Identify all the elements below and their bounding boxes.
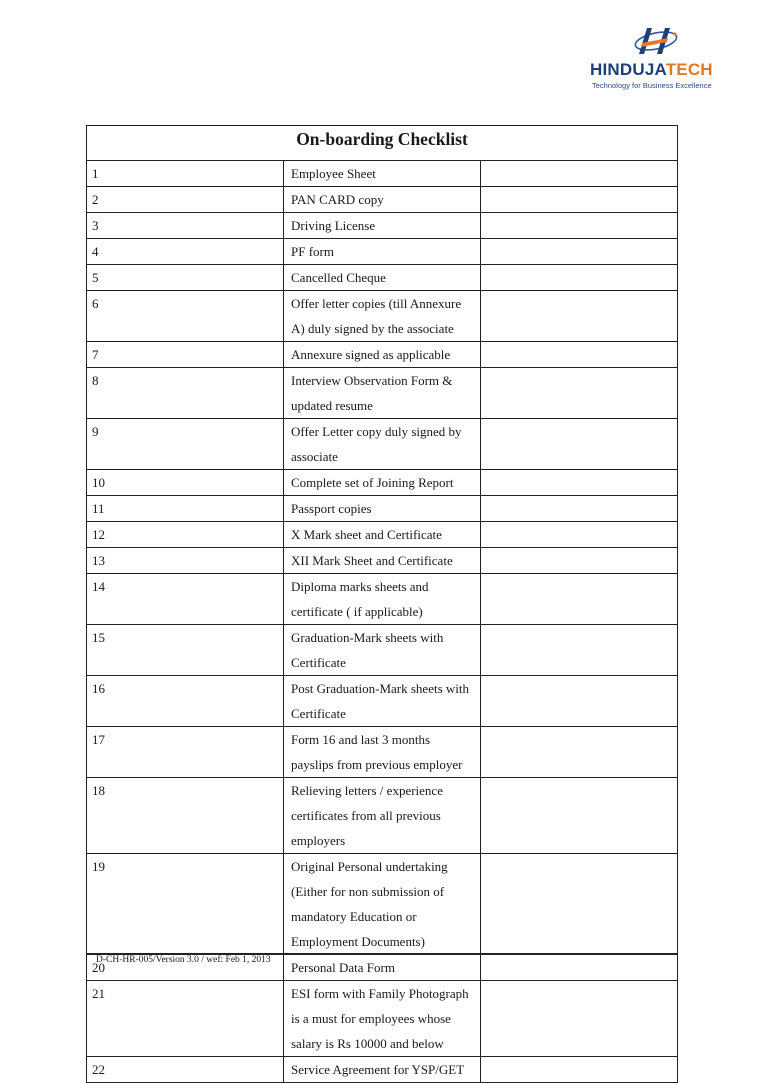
checklist-item-text: Service Agreement for YSP/GET (284, 1057, 481, 1083)
checklist-item-number: 19 (87, 854, 284, 955)
checklist-item-number: 8 (87, 368, 284, 419)
checklist-tick-cell[interactable] (481, 419, 678, 470)
checklist-row (87, 548, 678, 574)
checklist-item-text: Original Personal undertaking (Either for non submission of mandatory Education or Employment Documents) (284, 854, 481, 955)
hinduja-tech-logo (586, 24, 726, 94)
checklist-tick-cell[interactable] (481, 239, 678, 265)
checklist-item-text: Passport copies (284, 496, 481, 522)
checklist-item-text: Relieving letters / experience certificates from all previous employers (284, 778, 481, 854)
footer-divider (86, 953, 678, 954)
checklist-item-number: 18 (87, 778, 284, 854)
checklist-item-number: 13 (87, 548, 284, 574)
checklist-item-number: 7 (87, 342, 284, 368)
checklist-row (87, 342, 678, 368)
checklist-item-text: Employee Sheet (284, 161, 481, 187)
checklist-item-number: 3 (87, 213, 284, 239)
checklist-tick-cell[interactable] (481, 778, 678, 854)
checklist-row (87, 368, 678, 419)
checklist-row (87, 1057, 678, 1083)
checklist-row (87, 239, 678, 265)
checklist-tick-cell[interactable] (481, 548, 678, 574)
checklist-tick-cell[interactable] (481, 470, 678, 496)
checklist-row (87, 419, 678, 470)
logo-wordmark (590, 60, 713, 80)
checklist-tick-cell[interactable] (481, 854, 678, 955)
checklist-tick-cell[interactable] (481, 1057, 678, 1083)
checklist-tick-cell[interactable] (481, 727, 678, 778)
checklist-row (87, 161, 678, 187)
checklist-item-number: 5 (87, 265, 284, 291)
checklist-row (87, 854, 678, 955)
checklist-title: On-boarding Checklist (87, 126, 678, 161)
checklist-item-text: Complete set of Joining Report (284, 470, 481, 496)
checklist-item-number: 20 (87, 955, 284, 981)
checklist-tick-cell[interactable] (481, 187, 678, 213)
checklist-item-text: Form 16 and last 3 months payslips from previous employer (284, 727, 481, 778)
checklist-item-number: 10 (87, 470, 284, 496)
logo-name-part2: TECH (665, 60, 713, 79)
checklist-item-text: Driving License (284, 213, 481, 239)
checklist-item-text: Interview Observation Form & updated resume (284, 368, 481, 419)
checklist-row (87, 470, 678, 496)
checklist-item-text: Annexure signed as applicable (284, 342, 481, 368)
checklist-row (87, 778, 678, 854)
checklist-item-number: 4 (87, 239, 284, 265)
checklist-item-number: 16 (87, 676, 284, 727)
checklist-item-text: Cancelled Cheque (284, 265, 481, 291)
checklist-item-number: 21 (87, 981, 284, 1057)
checklist-item-number: 2 (87, 187, 284, 213)
checklist-row (87, 625, 678, 676)
checklist-item-text: Offer Letter copy duly signed by associate (284, 419, 481, 470)
checklist-item-text: X Mark sheet and Certificate (284, 522, 481, 548)
checklist-tick-cell[interactable] (481, 265, 678, 291)
document-reference: D-CH-HR-005/Version 3.0 / wef: Feb 1, 2013 (96, 955, 271, 965)
checklist-item-number: 6 (87, 291, 284, 342)
checklist-row (87, 265, 678, 291)
checklist-row (87, 496, 678, 522)
logo-tagline: Technology for Business Excellence (592, 81, 712, 90)
checklist-item-number: 14 (87, 574, 284, 625)
checklist-item-number: 12 (87, 522, 284, 548)
checklist-tick-cell[interactable] (481, 368, 678, 419)
checklist-tick-cell[interactable] (481, 496, 678, 522)
checklist-item-number: 1 (87, 161, 284, 187)
checklist-row (87, 187, 678, 213)
checklist-tick-cell[interactable] (481, 676, 678, 727)
checklist-item-number: 22 (87, 1057, 284, 1083)
hinduja-h-logo-icon (630, 24, 678, 60)
checklist-tick-cell[interactable] (481, 213, 678, 239)
checklist-row (87, 676, 678, 727)
checklist-item-text: Graduation-Mark sheets with Certificate (284, 625, 481, 676)
checklist-tick-cell[interactable] (481, 625, 678, 676)
checklist-item-text: Personal Data Form (284, 955, 481, 981)
checklist-item-text: PF form (284, 239, 481, 265)
onboarding-checklist-table (86, 125, 678, 1083)
checklist-item-text: PAN CARD copy (284, 187, 481, 213)
checklist-tick-cell[interactable] (481, 574, 678, 625)
checklist-item-text: XII Mark Sheet and Certificate (284, 548, 481, 574)
checklist-title-row (87, 126, 678, 161)
checklist-item-number: 11 (87, 496, 284, 522)
checklist-row (87, 291, 678, 342)
checklist-item-text: Post Graduation-Mark sheets with Certificate (284, 676, 481, 727)
checklist-item-text: Diploma marks sheets and certificate ( if applicable) (284, 574, 481, 625)
checklist-item-number: 15 (87, 625, 284, 676)
checklist-tick-cell[interactable] (481, 342, 678, 368)
checklist-tick-cell[interactable] (481, 955, 678, 981)
checklist-tick-cell[interactable] (481, 522, 678, 548)
checklist-item-text: Offer letter copies (till Annexure A) duly signed by the associate (284, 291, 481, 342)
checklist-item-text: ESI form with Family Photograph is a must for employees whose salary is Rs 10000 and below (284, 981, 481, 1057)
checklist-tick-cell[interactable] (481, 291, 678, 342)
checklist-tick-cell[interactable] (481, 161, 678, 187)
checklist-row (87, 522, 678, 548)
checklist-item-number: 17 (87, 727, 284, 778)
checklist-tick-cell[interactable] (481, 981, 678, 1057)
checklist-row (87, 574, 678, 625)
checklist-row (87, 981, 678, 1057)
checklist-row (87, 727, 678, 778)
checklist-row (87, 213, 678, 239)
logo-name-part1: HINDUJA (590, 60, 666, 79)
checklist-item-number: 9 (87, 419, 284, 470)
